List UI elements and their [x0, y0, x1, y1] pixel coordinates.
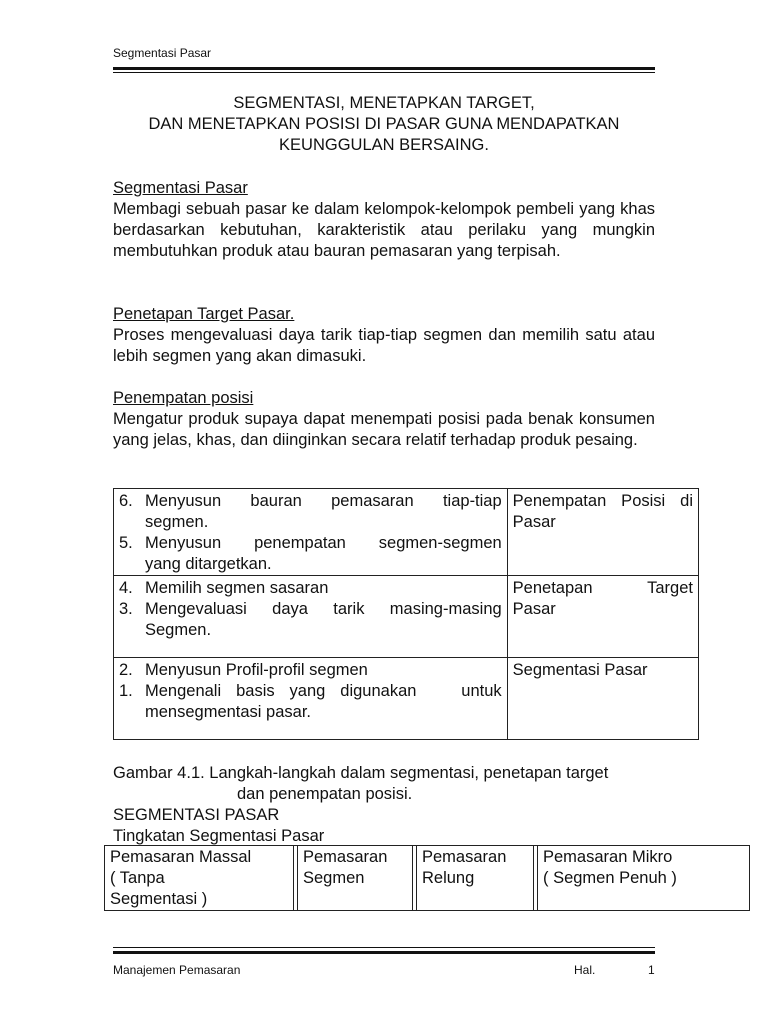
footer-rule-thin [113, 947, 655, 948]
segmentasi-heading: SEGMENTASI PASAR [113, 806, 280, 824]
title-line-1: SEGMENTASI, MENETAPKAN TARGET, [233, 94, 535, 112]
level-cell-segmen [298, 846, 413, 911]
section-heading-posisi: Penempatan posisi [113, 389, 254, 407]
section-heading-target: Penetapan Target Pasar. [113, 305, 295, 323]
page-title [113, 93, 655, 156]
steps-cell [114, 576, 508, 658]
step-text: Memilih segmen sasaran [145, 579, 329, 597]
steps-cell [114, 658, 508, 740]
title-line-2: DAN MENETAPKAN POSISI DI PASAR GUNA MENDAPATKAN [148, 115, 620, 133]
level-label: Segmen [303, 869, 365, 887]
stage-cell [507, 658, 698, 740]
header-rule-thick [113, 67, 655, 70]
stage-label: Segmentasi Pasar [512, 661, 648, 679]
step-text-continued: mensegmentasi pasar. [145, 703, 312, 721]
section-body-target: Proses mengevaluasi daya tarik tiap-tiap segmen dan memilih satu atau lebih segmen yang akan dimasuki. [113, 326, 655, 365]
step-number: 2. [119, 661, 133, 679]
step-text-continued: segmen. [145, 513, 209, 531]
step-number: 4. [119, 579, 133, 597]
levels-table [104, 845, 750, 911]
steps-table [113, 488, 699, 740]
section-body-posisi: Mengatur produk supaya dapat menempati posisi pada benak konsumen yang jelas, khas, dan diinginkan secara relatif terhadap produk pesaing. [113, 410, 655, 449]
running-header: Segmentasi Pasar [113, 46, 212, 60]
level-label: Pemasaran Massal [110, 848, 252, 866]
footer-rule-thick [113, 951, 655, 954]
caption-line-1: Gambar 4.1. Langkah-langkah dalam segmentasi, penetapan target [113, 764, 609, 782]
steps-row [114, 576, 699, 658]
step-number: 6. [119, 492, 133, 510]
steps-row [114, 658, 699, 740]
step-item [119, 491, 502, 512]
level-label: Pemasaran [422, 848, 507, 866]
level-cell-relung [417, 846, 534, 911]
caption-line-2: dan penempatan posisi. [237, 785, 413, 803]
figure-caption [113, 763, 658, 805]
steps-row [114, 489, 699, 576]
step-number: 5. [119, 534, 133, 552]
step-text: Menyusun bauran pemasaran tiap-tiap [145, 492, 502, 510]
step-text-continued: yang ditargetkan. [145, 555, 272, 573]
step-number: 1. [119, 682, 133, 700]
step-text-continued: Segmen. [145, 621, 212, 639]
step-item [119, 578, 502, 599]
level-label: ( Segmen Penuh ) [543, 869, 677, 887]
level-label: Pemasaran Mikro [543, 848, 673, 866]
level-label: ( Tanpa [110, 869, 165, 887]
level-cell-massal [105, 846, 294, 911]
tingkatan-heading: Tingkatan Segmentasi Pasar [113, 827, 325, 845]
step-text: Menyusun Profil-profil segmen [145, 661, 368, 679]
section-body-segmentasi: Membagi sebuah pasar ke dalam kelompok-kelompok pembeli yang khas berdasarkan kebutuhan, karakteristik atau perilaku yang mungkin membutuhkan produk atau bauran pemasaran yang terpisah. [113, 200, 655, 260]
section-heading-segmentasi: Segmentasi Pasar [113, 179, 248, 197]
step-text: Mengenali basis yang digunakan untuk [145, 682, 502, 700]
step-item [119, 599, 502, 620]
header-rule-thin [113, 72, 655, 73]
step-item [119, 681, 502, 702]
step-item [119, 660, 502, 681]
level-label: Pemasaran [303, 848, 388, 866]
level-label: Segmentasi ) [110, 890, 208, 908]
levels-row [105, 846, 750, 911]
stage-label: Penetapan Target [512, 579, 693, 597]
stage-label: Penempatan Posisi di [512, 492, 693, 510]
stage-label-continued: Pasar [512, 513, 556, 531]
footer-page-number: 1 [648, 963, 655, 977]
title-line-3: KEUNGGULAN BERSAING. [279, 136, 489, 154]
stage-cell [507, 489, 698, 576]
steps-cell [114, 489, 508, 576]
stage-cell [507, 576, 698, 658]
step-text: Menyusun penempatan segmen-segmen [145, 534, 502, 552]
level-label: Relung [422, 869, 475, 887]
step-text: Mengevaluasi daya tarik masing-masing [145, 600, 502, 618]
level-cell-mikro [538, 846, 750, 911]
footer-left: Manajemen Pemasaran [113, 963, 241, 977]
footer-hal-label: Hal. [574, 963, 596, 977]
step-item [119, 533, 502, 554]
stage-label-continued: Pasar [512, 600, 556, 618]
step-number: 3. [119, 600, 133, 618]
